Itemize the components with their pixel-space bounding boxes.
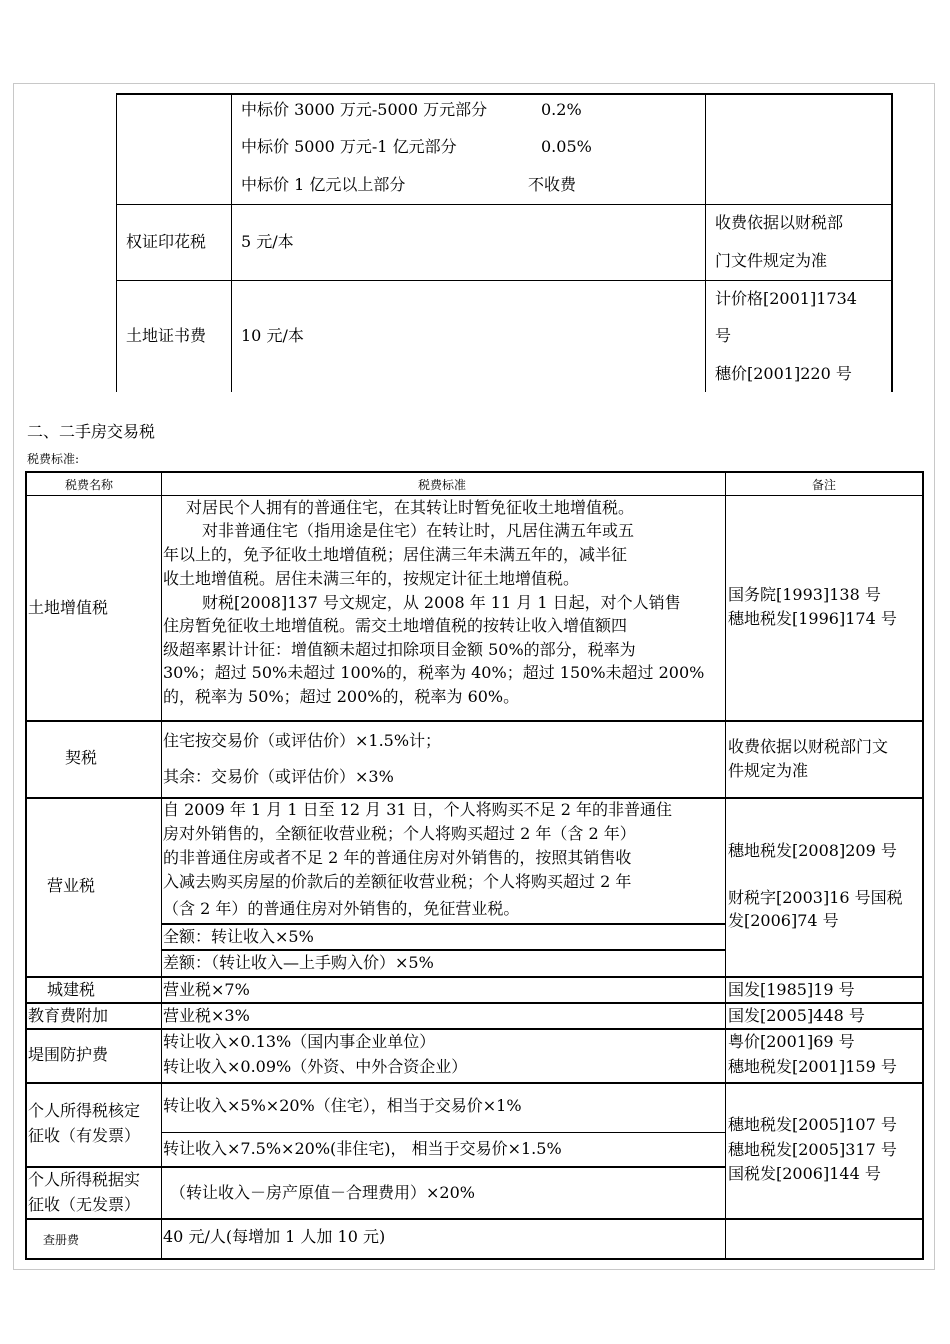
deed-tax-name: 契税 [65, 748, 98, 767]
bidding-range-text: 中标价 5000 万元-1 亿元部分 [241, 137, 457, 156]
text-line: 收土地增值税。居住未满三年的，按规定计征土地增值税。 [163, 569, 580, 588]
land-vat-note: 国务院[1993]138 号 [728, 585, 881, 604]
levee-fee-standard-line: 转让收入×0.09%（外资、中外合资企业） [163, 1057, 468, 1076]
table-subrow-line [161, 949, 726, 951]
bidding-rate: 0.05% [541, 137, 592, 156]
text-line: 级超率累计计征：增值额未超过扣除项目金额 50%的部分，税率为 [163, 640, 636, 659]
land-vat-note: 穗地税发[1996]174 号 [728, 609, 897, 628]
levee-fee-name: 堤围防护费 [28, 1045, 109, 1064]
income-tax-assessed-name: 个人所得税核定 [28, 1101, 141, 1120]
business-tax-note: 穗地税发[2008]209 号 [728, 841, 897, 860]
text-line: 对非普通住宅（指用途是住宅）在转让时，凡居住满五年或五 [202, 521, 635, 540]
register-fee-standard: 40 元/人(每增加 1 人加 10 元) [163, 1227, 386, 1246]
table-border-top [25, 471, 924, 473]
bidding-range-text: 中标价 1 亿元以上部分 [241, 175, 406, 194]
business-tax-note: 财税字[2003]16 号国税 [728, 888, 903, 907]
section-heading: 二、二手房交易税 [27, 422, 156, 441]
top-table-row-line-2 [116, 280, 892, 281]
bidding-rate: 0.2% [541, 100, 582, 119]
stamp-tax-standard: 5 元/本 [241, 232, 294, 251]
text-line: 30%；超过 50%未超过 100%的，税率为 40%；超过 150%未超过 200% [163, 663, 705, 682]
urban-tax-name: 城建税 [47, 980, 96, 999]
bidding-rate: 不收费 [528, 175, 577, 194]
land-cert-fee-standard: 10 元/本 [241, 326, 304, 345]
table-row-line [25, 1166, 726, 1168]
top-table-border-right [891, 93, 893, 392]
income-tax-assessed-line: 转让收入×5%×20%（住宅），相当于交易价×1% [163, 1096, 522, 1115]
bidding-range-text: 中标价 3000 万元-5000 万元部分 [241, 100, 488, 119]
table-row-line [25, 720, 924, 722]
urban-tax-standard: 营业税×7% [163, 980, 250, 999]
table-border-right [922, 471, 924, 1260]
edu-surcharge-standard: 营业税×3% [163, 1006, 250, 1025]
header-note: 备注 [812, 478, 837, 492]
top-table-border-left [116, 93, 117, 392]
income-tax-actual-name: 征收（无发票） [28, 1195, 141, 1214]
text-line: 自 2009 年 1 月 1 日至 12 月 31 日，个人将购买不足 2 年的非普通住 [163, 800, 673, 819]
text-line: 的非普通住房或者不足 2 年的普通住房对外销售的，按照其销售收 [163, 848, 632, 867]
header-standard: 税费标准 [418, 478, 467, 492]
text-line: （含 2 年）的普通住房对外销售的，免征营业税。 [163, 899, 520, 918]
income-tax-assessed-name: 征收（有发票） [28, 1126, 141, 1145]
table-row-line [25, 1082, 924, 1084]
top-table-row-line-1 [116, 204, 892, 205]
table-subrow-line [161, 1132, 726, 1133]
deed-tax-note: 件规定为准 [728, 761, 809, 780]
urban-tax-note: 国发[1985]19 号 [728, 980, 855, 999]
business-tax-full-amount: 全额：转让收入×5% [163, 927, 314, 946]
land-vat-name: 土地增值税 [28, 598, 109, 617]
stamp-tax-note: 收费依据以财税部 [715, 213, 844, 232]
table-border-bottom [25, 1258, 924, 1260]
land-cert-note: 穗价[2001]220 号 [715, 364, 852, 383]
table-row-line [25, 1002, 924, 1004]
top-table-divider-2 [705, 93, 706, 392]
levee-fee-note: 粤价[2001]69 号 [728, 1032, 855, 1051]
land-cert-fee-name: 土地证书费 [126, 326, 207, 345]
income-tax-actual-standard: （转让收入－房产原值－合理费用）×20% [170, 1183, 475, 1202]
header-name: 税费名称 [65, 478, 114, 492]
land-cert-note: 计价格[2001]1734 [715, 289, 857, 308]
income-tax-note: 穗地税发[2005]107 号 [728, 1115, 897, 1134]
text-line: 房对外销售的，全额征收营业税；个人将购买超过 2 年（含 2 年） [163, 824, 636, 843]
deed-tax-standard-line: 其余：交易价（或评估价）×3% [163, 767, 394, 786]
business-tax-name: 营业税 [47, 876, 96, 895]
table-border-left [25, 471, 27, 1260]
section-subheading: 税费标准: [27, 452, 80, 466]
table-divider-col1 [161, 471, 162, 1260]
land-cert-note: 号 [715, 326, 732, 345]
text-line: 财税[2008]137 号文规定，从 2008 年 11 月 1 日起，对个人销售 [202, 593, 681, 612]
business-tax-note: 发[2006]74 号 [728, 911, 839, 930]
income-tax-actual-name: 个人所得税据实 [28, 1170, 141, 1189]
income-tax-assessed-line: 转让收入×7.5%×20%(非住宅)， 相当于交易价×1.5% [163, 1139, 562, 1158]
text-line: 年以上的，免予征收土地增值税；居住满三年未满五年的，减半征 [163, 545, 628, 564]
text-line: 住房暂免征收土地增值税。需交土地增值税的按转让收入增值额四 [163, 616, 628, 635]
table-row-line [25, 1028, 924, 1030]
text-line: 的，税率为 50%；超过 200%的，税率为 60%。 [163, 687, 520, 706]
register-fee-name: 查册费 [43, 1233, 80, 1247]
deed-tax-note: 收费依据以财税部门文 [728, 737, 889, 756]
stamp-tax-name: 权证印花税 [126, 232, 207, 251]
income-tax-note: 国税发[2006]144 号 [728, 1164, 881, 1183]
deed-tax-standard-line: 住宅按交易价（或评估价）×1.5%计； [163, 731, 442, 750]
text-line: 入减去购买房屋的价款后的差额征收营业税；个人将购买超过 2 年 [163, 872, 632, 891]
business-tax-difference: 差额：（转让收入—上手购入价）×5% [163, 953, 434, 972]
top-table-divider-1 [231, 93, 232, 392]
edu-surcharge-name: 教育费附加 [28, 1006, 109, 1025]
text-line: 对居民个人拥有的普通住宅，在其转让时暂免征收土地增值税。 [186, 498, 635, 517]
levee-fee-standard-line: 转让收入×0.13%（国内事企业单位） [163, 1032, 436, 1051]
table-row-line [25, 1218, 924, 1220]
top-table-border-top [116, 93, 892, 95]
table-subrow-line [161, 923, 726, 925]
levee-fee-note: 穗地税发[2001]159 号 [728, 1057, 897, 1076]
income-tax-note: 穗地税发[2005]317 号 [728, 1140, 897, 1159]
table-row-line [25, 976, 924, 978]
table-divider-col2 [725, 471, 726, 1260]
stamp-tax-note: 门文件规定为准 [715, 251, 828, 270]
edu-surcharge-note: 国发[2005]448 号 [728, 1006, 865, 1025]
